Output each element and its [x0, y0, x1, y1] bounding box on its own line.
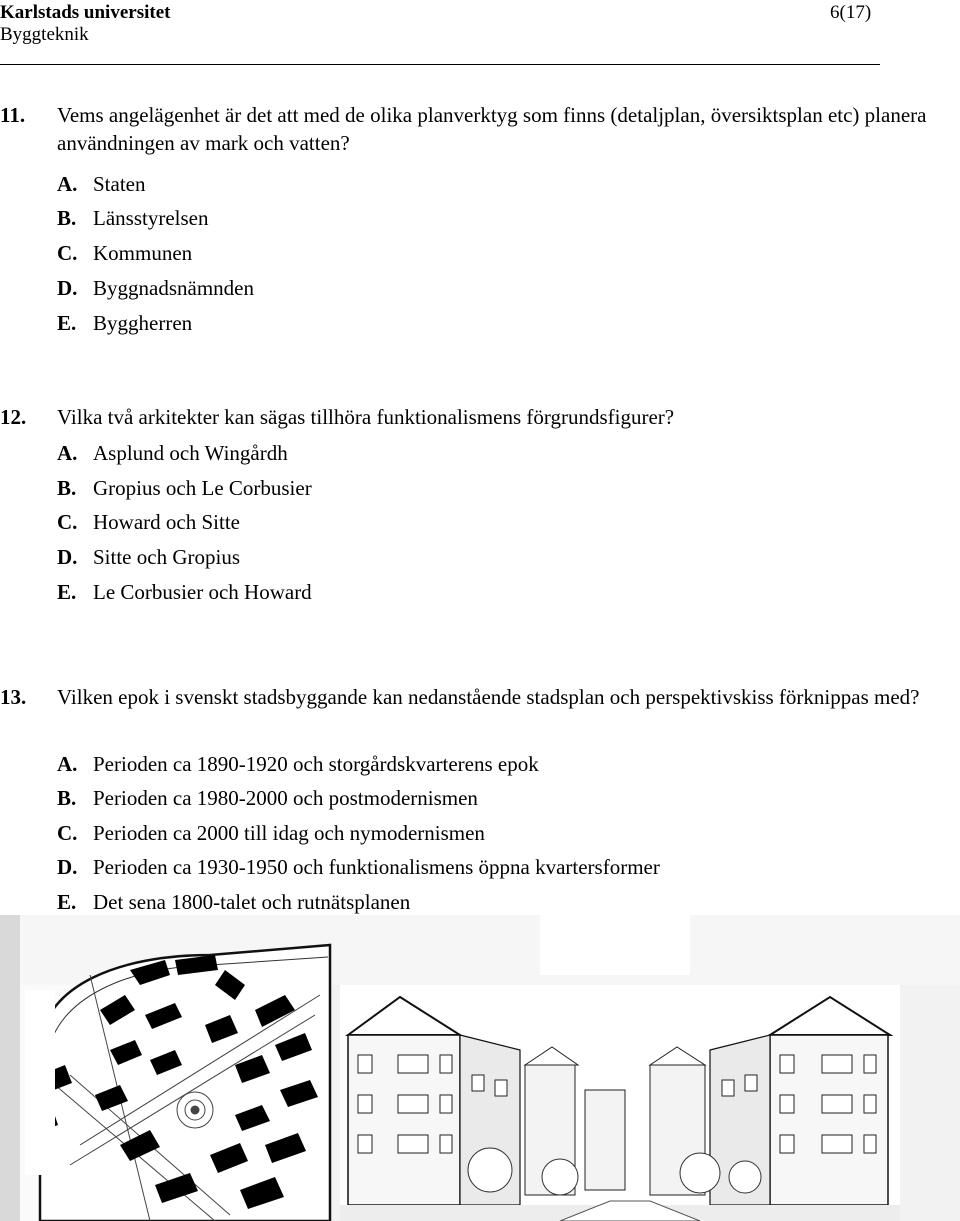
question-text: Vilken epok i svenskt stadsbyggande kan nedanstående stadsplan och perspektivskiss förknippas med? — [57, 685, 920, 709]
question-number: 12. — [0, 405, 27, 429]
option-a — [57, 441, 288, 466]
option-letter: E. — [57, 890, 77, 914]
option-c — [57, 241, 192, 266]
option-letter: D. — [57, 855, 78, 879]
option-text: Staten — [93, 172, 146, 196]
option-letter: C. — [57, 241, 78, 265]
option-text: Howard och Sitte — [93, 510, 240, 534]
option-text: Länsstyrelsen — [93, 206, 209, 230]
perspective-sketch — [340, 985, 900, 1221]
option-b — [57, 786, 478, 811]
question-13 — [0, 683, 960, 711]
option-a — [57, 752, 539, 777]
option-letter: B. — [57, 206, 77, 230]
question-number: 11. — [0, 103, 26, 127]
option-e — [57, 580, 312, 605]
option-d — [57, 545, 240, 570]
option-text: Byggherren — [93, 311, 193, 335]
option-text: Le Corbusier och Howard — [93, 580, 312, 604]
option-letter: D. — [57, 545, 78, 569]
question-number: 13. — [0, 685, 27, 709]
option-text: Sitte och Gropius — [93, 545, 240, 569]
option-a — [57, 172, 146, 197]
option-b — [57, 476, 312, 501]
option-text: Kommunen — [93, 241, 193, 265]
page-header — [0, 2, 170, 46]
option-letter: A. — [57, 172, 78, 196]
option-letter: E. — [57, 580, 77, 604]
question-text: Vems angelägenhet är det att med de olika planverktyg som finns (detaljplan, översiktsplan etc) planera användningen av mark och vatten? — [57, 103, 927, 155]
option-text: Gropius och Le Corbusier — [93, 476, 312, 500]
option-text: Det sena 1800-talet och rutnätsplanen — [93, 890, 411, 914]
option-letter: A. — [57, 752, 78, 776]
option-c — [57, 510, 240, 535]
option-text: Perioden ca 2000 till idag och nymodernismen — [93, 821, 485, 845]
option-e — [57, 311, 192, 336]
question-12 — [0, 403, 960, 431]
option-letter: E. — [57, 311, 77, 335]
option-text: Byggnadsnämnden — [93, 276, 254, 300]
option-text: Perioden ca 1980-2000 och postmodernismen — [93, 786, 478, 810]
option-text: Perioden ca 1930-1950 och funktionalismens öppna kvartersformer — [93, 855, 660, 879]
site-plan-drawing — [20, 945, 330, 1221]
option-letter: B. — [57, 786, 77, 810]
page-number: 6(17) — [830, 2, 872, 23]
option-d — [57, 855, 660, 880]
option-text: Asplund och Wingårdh — [93, 441, 288, 465]
figure-scan — [0, 915, 960, 1221]
option-d — [57, 276, 254, 301]
option-c — [57, 821, 485, 846]
option-letter: D. — [57, 276, 78, 300]
header-rule — [0, 64, 880, 65]
option-letter: A. — [57, 441, 78, 465]
option-letter: C. — [57, 821, 78, 845]
question-text: Vilka två arkitekter kan sägas tillhöra funktionalismens förgrundsfigurer? — [57, 405, 675, 429]
department-name: Byggteknik — [0, 24, 89, 45]
question-11 — [0, 101, 960, 157]
option-e — [57, 890, 410, 915]
university-name: Karlstads universitet — [0, 2, 171, 23]
option-b — [57, 206, 208, 231]
option-text: Perioden ca 1890-1920 och storgårdskvarterens epok — [93, 752, 539, 776]
option-letter: C. — [57, 510, 78, 534]
option-letter: B. — [57, 476, 77, 500]
